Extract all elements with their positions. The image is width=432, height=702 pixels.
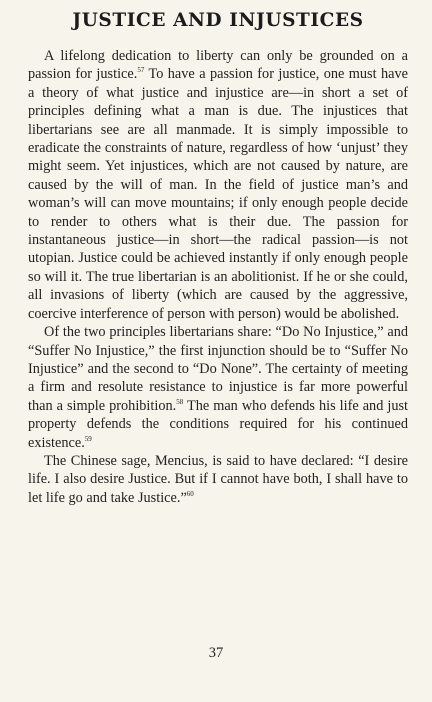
footnote-ref: 60 xyxy=(186,489,194,498)
page-title: JUSTICE AND INJUSTICES xyxy=(72,10,364,31)
footnote-ref: 58 xyxy=(176,397,184,406)
page-number: 37 xyxy=(208,645,224,661)
paragraph-text: Of the two principles libertarians share: “Do No Injustice,” and “Suffer No Injustice,” the first injunction should be to “Suffer No Injustice” and the second to “Do None”. The certainty of meeting a firm and resolute resistance to injustice is far more powerful than a simple prohibition. xyxy=(28,324,408,414)
paragraph-text: To have a passion for justice, one must have a theory of what justice and injustice are—in short a set of principles defining what a man is due. The injustices that libertarians see are all manmade. It is simply impossible to eradicate the constraints of nature, regardless of how ‘unjust’ they might seem. Yet injustices, which are not caused by nature, are caused by the will of man. In the field of justice man’s and woman’s will can move mountains; if only enough people decide to render to others what is their due. The passion for instantaneous justice—in short—the radical passion—is not utopian. Justice could be achieved instantly if only enough people so will it. The true libertarian is an abolitionist. If he or she could, all invasions of liberty (which are caused by the aggressive, coercive interference of person with person) would be abolished. xyxy=(28,66,408,322)
paragraph-text: The man who defends his life and just property defends the conditions required for his continued existence. xyxy=(28,397,409,451)
footnote-ref: 59 xyxy=(84,434,92,443)
paragraph xyxy=(28,323,408,452)
footnote-ref: 57 xyxy=(137,66,145,75)
paragraph xyxy=(28,47,408,323)
paragraph-text: The Chinese sage, Mencius, is said to have declared: “I desire life. I also desire Justice. But if I cannot have both, I shall have to let life go and take Justice.” xyxy=(28,452,408,506)
paragraph xyxy=(28,452,408,507)
paragraph-text: A lifelong dedication to liberty can only be grounded on a passion for justice. xyxy=(28,48,408,83)
page-content xyxy=(28,10,408,507)
